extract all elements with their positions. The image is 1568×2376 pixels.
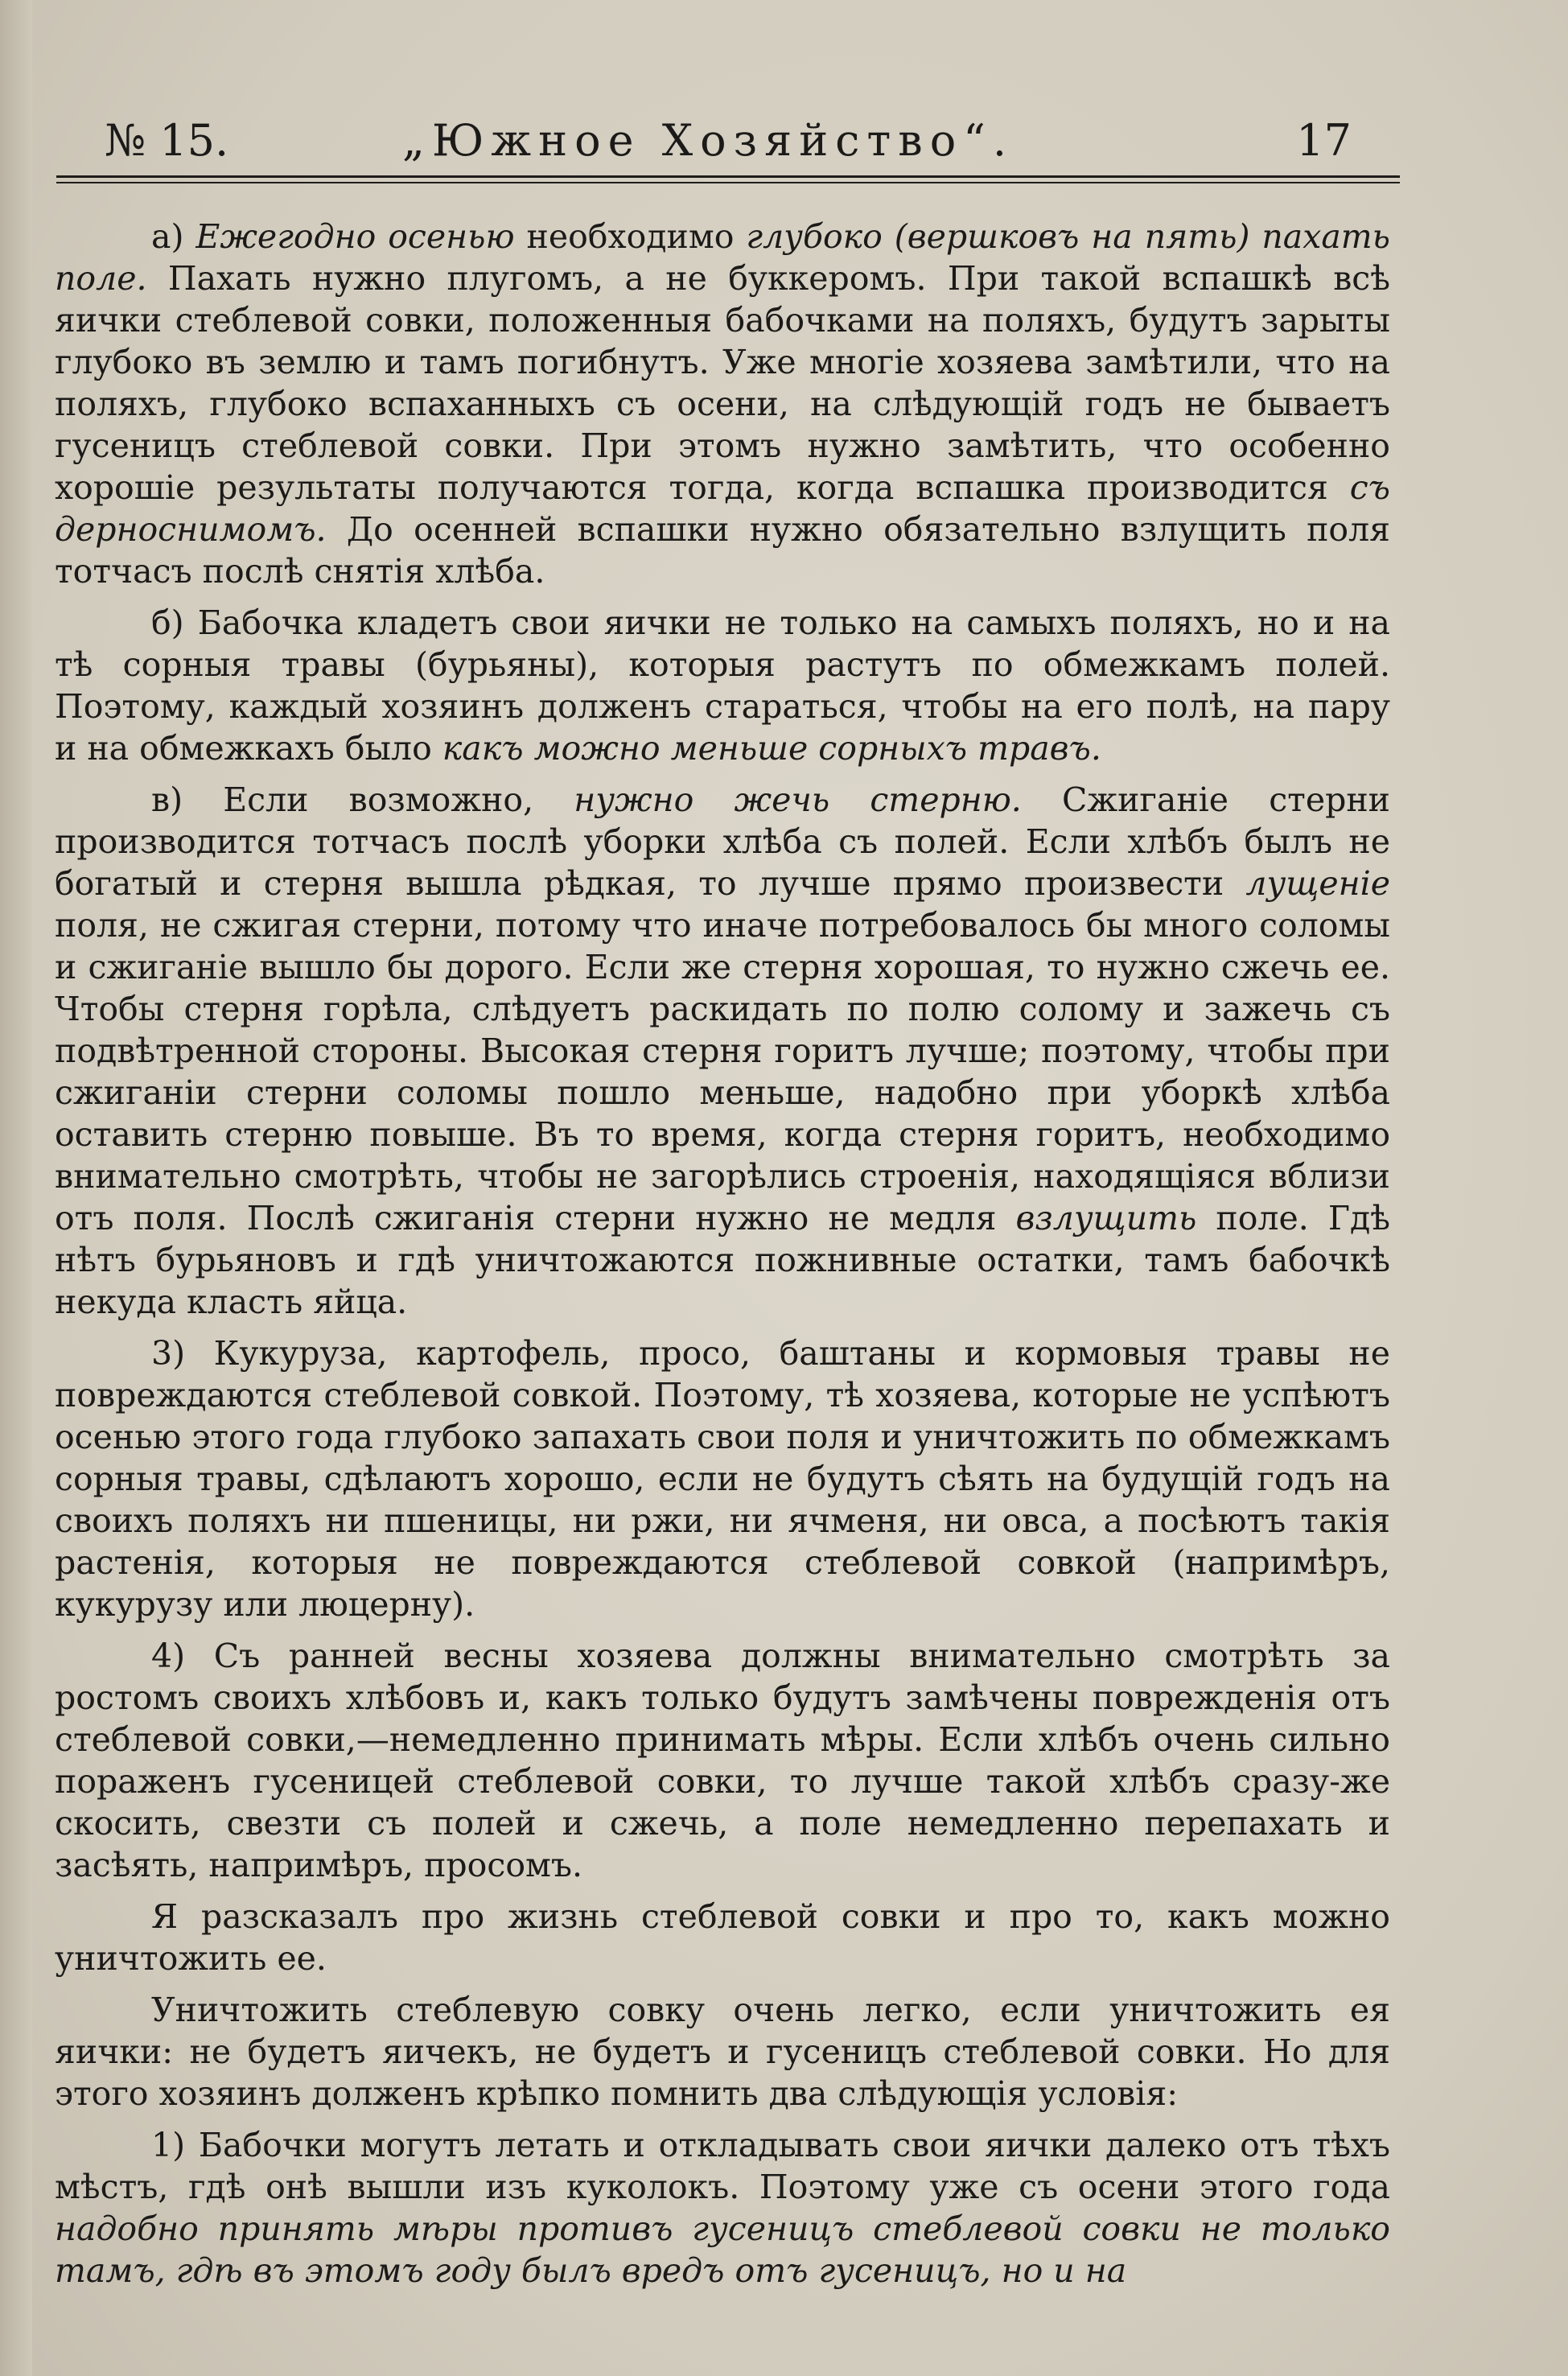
paragraph-v: в) Если возможно, нужно жечь стерню. Сжиганіе стерни производится тотчасъ послѣ уборки хлѣба съ полей. Если хлѣбъ былъ не богатый и стерня вышла рѣдкая, то лучше прямо произвести лущеніе поля, не сжигая стерни, потому что иначе потребовалось бы много соломы и сжиганіе вышло бы дорого. Если же стерня хорошая, то нужно сжечь ее. Чтобы стерня горѣла, слѣдуетъ раскидать по полю солому и зажечь съ подвѣтренной стороны. Высокая стерня горитъ лучше; поэтому, чтобы при сжиганіи стерни соломы пошло меньше, надобно при уборкѣ хлѣба оставить стерню повыше. Въ то время, когда стерня горитъ, необходимо внимательно смотрѣть, чтобы не загорѣлись строенія, находящіяся вблизи отъ поля. Послѣ сжиганія стерни нужно не медля взлущить поле. Гдѣ нѣтъ бурьяновъ и гдѣ уничтожаются пожнивные остатки, тамъ бабочкѣ некуда класть яйца. bbox=[55, 780, 1390, 1321]
page-gutter-shadow bbox=[0, 0, 32, 2376]
paragraph-b: б) Бабочка кладетъ свои яички не только на самыхъ поляхъ, но и на тѣ сорныя травы (бурьяны), которыя растутъ по обмежкамъ полей. Поэтому, каждый хозяинъ долженъ стараться, чтобы на его полѣ, на пару и на обмежкахъ было какъ можно меньше сорныхъ травъ. bbox=[55, 603, 1390, 768]
running-header bbox=[97, 113, 1352, 169]
paragraph-summary: Я разсказалъ про жизнь стеблевой совки и про то, какъ можно уничтожить ее. bbox=[55, 1897, 1390, 1978]
paragraph-condition-1: 1) Бабочки могутъ летать и откладывать свои яички далеко отъ тѣхъ мѣстъ, гдѣ онѣ вышли изъ куколокъ. Поэтому уже съ осени этого года надобно принять мѣры противъ гусеницъ стеблевой совки не только тамъ, гдѣ въ этомъ году былъ вредъ отъ гусеницъ, но и на bbox=[55, 2126, 1390, 2290]
header-rule-thick bbox=[56, 175, 1400, 178]
paragraph-3: 3) Кукуруза, картофель, просо, баштаны и кормовыя травы не повреждаются стеблевой совкой. Поэтому, тѣ хозяева, которые не успѣютъ осенью этого года глубоко запахать свои поля и уничтожить по обмежкамъ сорныя травы, сдѣлаютъ хорошо, если не будутъ сѣять на будущій годъ на своихъ поляхъ ни пшеницы, ни ржи, ни ячменя, ни овса, а посѣютъ такія растенія, которыя не повреждаются стеблевой совкой (напримѣръ, кукурузу или люцерну). bbox=[55, 1334, 1390, 1624]
header-rule-thin bbox=[56, 182, 1400, 183]
journal-title: „Южное Хозяйство“. bbox=[402, 115, 1014, 166]
paragraph-conditions-intro: Уничтожить стеблевую совку очень легко, если уничтожить ея яички: не будетъ яичекъ, не будетъ и гусеницъ стеблевой совки. Но для этого хозяинъ долженъ крѣпко помнить два слѣдующія условія: bbox=[55, 1991, 1390, 2113]
paragraph-4: 4) Съ ранней весны хозяева должны внимательно смотрѣть за ростомъ своихъ хлѣбовъ и, какъ только будутъ замѣчены поврежденія отъ стеблевой совки,—немедленно принимать мѣры. Если хлѣбъ очень сильно пораженъ гусеницей стеблевой совки, то лучше такой хлѣбъ сразу-же скосить, свезти съ полей и сжечь, а поле немедленно перепахать и засѣять, напримѣръ, просомъ. bbox=[55, 1637, 1390, 1884]
article-body bbox=[55, 216, 1390, 2292]
paragraph-a: а) Ежегодно осенью необходимо глубоко (вершковъ на пять) пахать поле. Пахать нужно плугомъ, а не буккеромъ. При такой вспашкѣ всѣ яички стеблевой совки, положенныя бабочками на поляхъ, будутъ зарыты глубоко въ землю и тамъ погибнутъ. Уже многіе хозяева замѣтили, что на поляхъ, глубоко вспаханныхъ съ осени, на слѣдующій годъ не бываетъ гусеницъ стеблевой совки. При этомъ нужно замѣтить, что особенно хорошіе результаты получаются тогда, когда вспашка производится съ дерноснимомъ. До осенней вспашки нужно обязательно взлущить поля тотчасъ послѣ снятія хлѣба. bbox=[55, 217, 1390, 591]
page-number: 17 bbox=[1296, 115, 1352, 166]
issue-number: № 15. bbox=[105, 115, 229, 166]
